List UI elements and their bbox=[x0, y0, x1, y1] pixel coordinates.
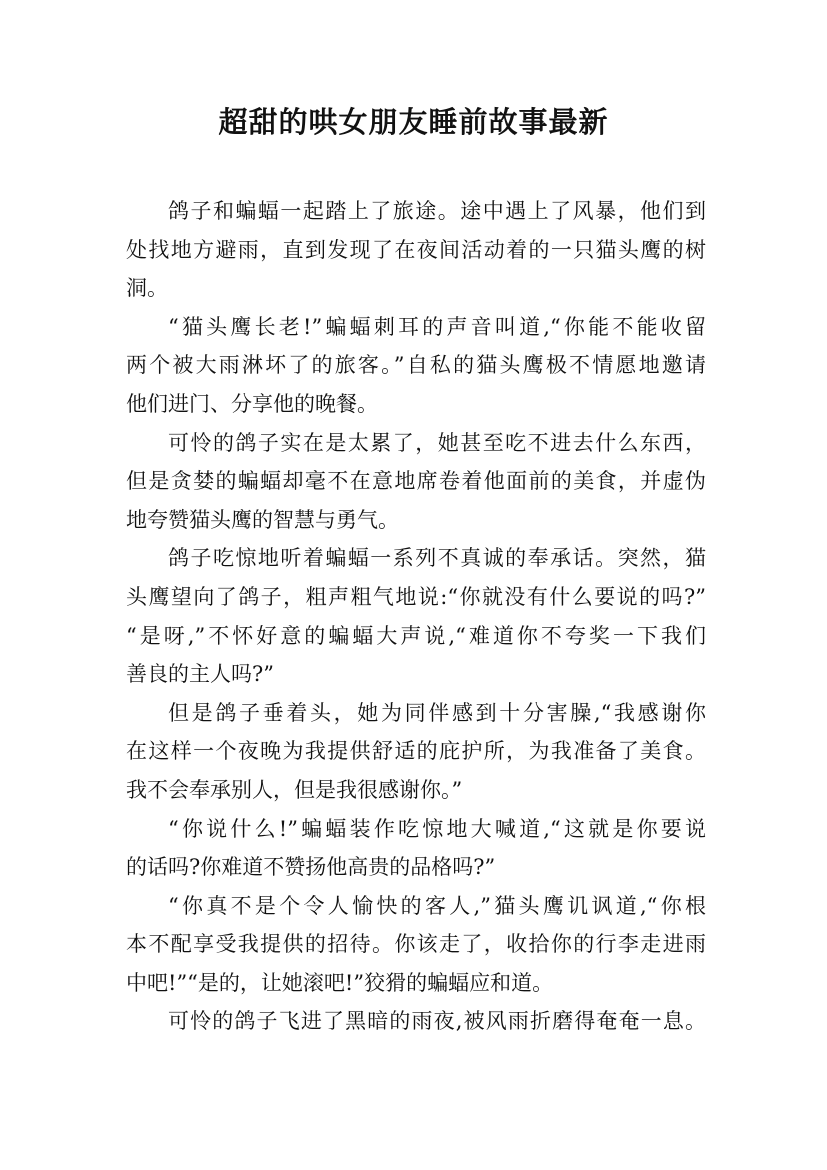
text-line: 可怜的鸽子实在是太累了，她甚至吃不进去什么东西， bbox=[168, 430, 706, 455]
text-line: 两个被大雨淋坏了的旅客。”自私的猫头鹰极不情愿地邀请 bbox=[126, 353, 706, 378]
text-line: 洞。 bbox=[126, 276, 168, 301]
text-line: 鸽子和蝙蝠一起踏上了旅途。途中遇上了风暴，他们到 bbox=[168, 199, 706, 223]
text-line: 中吧!”“是的，让她滚吧!”狡猾的蝙蝠应和道。 bbox=[126, 970, 554, 995]
text-line: 鸽子吃惊地听着蝙蝠一系列不真诚的奉承话。突然，猫 bbox=[168, 546, 706, 571]
text-line: 我不会奉承别人，但是我很感谢你。” bbox=[126, 777, 463, 802]
text-line: 可怜的鸽子飞进了黑暗的雨夜,被风雨折磨得奄奄一息。 bbox=[168, 1009, 706, 1034]
text-line: 但是贪婪的蝙蝠却毫不在意地席卷着他面前的美食，并虚伪 bbox=[126, 469, 706, 494]
text-line: 善良的主人吗?” bbox=[126, 662, 274, 687]
text-line: “你真不是个令人愉快的客人,”猫头鹰讥讽道,“你根 bbox=[168, 893, 706, 918]
story-body bbox=[126, 192, 706, 1041]
document-title: 超甜的哄女朋友睡前故事最新 bbox=[218, 105, 609, 139]
text-line: “是呀,”不怀好意的蝙蝠大声说,“难道你不夸奖一下我们 bbox=[126, 623, 706, 648]
text-line: 在这样一个夜晚为我提供舒适的庇护所，为我准备了美食。 bbox=[126, 739, 706, 764]
text-line: 的话吗?你难道不赞扬他高贵的品格吗?” bbox=[126, 855, 496, 880]
text-line: “你说什么!”蝙蝠装作吃惊地大喊道,“这就是你要说 bbox=[168, 816, 706, 841]
text-line: 处找地方避雨，直到发现了在夜间活动着的一只猫头鹰的树 bbox=[126, 237, 706, 262]
text-line: 本不配享受我提供的招待。你该走了，收拾你的行李走进雨 bbox=[126, 932, 706, 957]
text-line: 他们进门、分享他的晚餐。 bbox=[126, 391, 378, 416]
text-line: 地夸赞猫头鹰的智慧与勇气。 bbox=[126, 507, 399, 532]
text-line: “猫头鹰长老!”蝙蝠刺耳的声音叫道,“你能不能收留 bbox=[168, 314, 706, 339]
text-line: 但是鸽子垂着头，她为同伴感到十分害臊,“我感谢你 bbox=[168, 700, 706, 725]
text-line: 头鹰望向了鸽子，粗声粗气地说:“你就没有什么要说的吗?” bbox=[126, 584, 706, 609]
